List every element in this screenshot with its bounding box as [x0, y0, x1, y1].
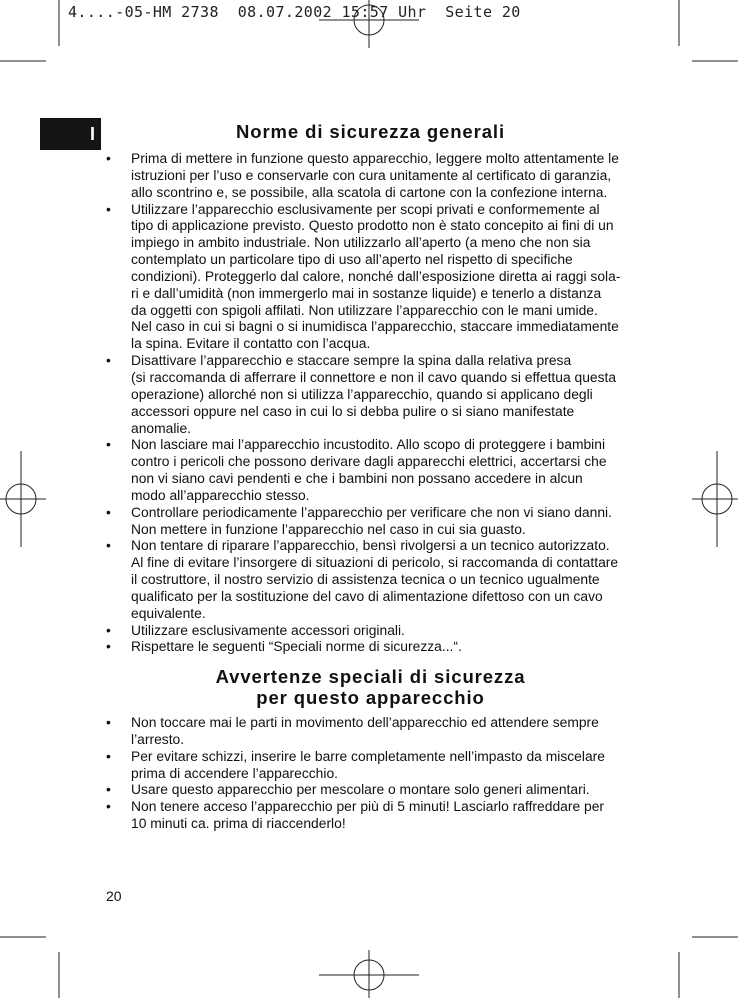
page-number: 20 — [106, 888, 122, 904]
list-item — [106, 504, 634, 538]
list-item-text: • Non toccare mai le parti in movimento dell’apparecchio ed attendere sempre l’arresto. — [131, 714, 599, 747]
registration-mark-right — [692, 451, 738, 547]
section-title-special-warnings — [112, 666, 629, 708]
list-item-text: • Controllare periodicamente l’apparecchio per verificare che non vi siano danni. Non mettere in funzione l’apparecchio nel caso in cui sia guasto. — [131, 503, 612, 537]
list-item-text: • Per evitare schizzi, inserire le barre completamente nell’impasto da miscelare prima di accendere l’apparecchio. — [131, 747, 605, 781]
list-item — [106, 436, 634, 503]
section-title-general-safety — [112, 121, 629, 142]
list-item — [106, 714, 634, 748]
registration-mark-top — [319, 0, 419, 48]
section-title-line-2: per questo apparecchio — [256, 687, 485, 708]
list-item — [106, 748, 634, 782]
list-item — [106, 201, 634, 353]
list-item-text: • Non lasciare mai l’apparecchio incustodito. Allo scopo di proteggere i bambini contro i pericoli che possono derivare dagli apparecchi elettrici, accertarsi che non vi siano cavi pendenti e che i bambini non possano accedere in alcun modo all’apparecchio stesso. — [131, 436, 607, 503]
registration-mark-bottom — [319, 950, 419, 998]
list-item — [106, 537, 634, 621]
section-title-line-1: Avvertenze speciali di sicurezza — [215, 666, 526, 687]
list-item-text: • Non tenere acceso l’apparecchio per più di 5 minuti! Lasciarlo raffreddare per 10 minuti ca. prima di riaccenderlo! — [131, 798, 605, 832]
list-item-text: • Utilizzare l’apparecchio esclusivamente per scopi privati e conformemente al tipo di applicazione previsto. Questo prodotto non è stato concepito ai fini di un impiego in ambito industriale. Non utilizzarlo all’aperto (a meno che non sia contemplato un particolare tipo di uso all’aperto nel rispetto di specifiche condizioni). Proteggerlo dal calore, nonché dall’esposizione diretta ai raggi sola- ri e dall’umidità (non immergerlo mai in sostanze liquide) e tenerlo a distanza da oggetti con spigoli affilati. Non utilizzare l’apparecchio con le mani umide. Nel caso in cui si bagni o si inumidisca l’apparecchio, staccare immediatamente la spina. Evitare il contatto con l’acqua. — [131, 200, 621, 352]
section-title-text: Norme di sicurezza generali — [235, 121, 505, 142]
special-warnings-list — [106, 714, 634, 832]
list-item-text: • Utilizzare esclusivamente accessori originali. — [131, 621, 405, 638]
list-item-text: • Disattivare l’apparecchio e staccare sempre la spina dalla relativa presa (si raccomanda di afferrare il connettore e non il cavo quando si effettua questa operazione) allorché non si utilizza l’apparecchio, quando si applicano degli accessori oppure nel caso in cui lo si debba pulire o si siano manifestate anomalie. — [131, 352, 617, 436]
list-item — [106, 638, 634, 655]
list-item-text: • Prima di mettere in funzione questo apparecchio, leggere molto attentamente le istruzioni per l’uso e conservarle con cura unitamente al certificato di garanzia, allo scontrino e, se possibile, alla scatola di cartone con la confezione interna. — [131, 150, 619, 200]
list-item — [106, 781, 634, 798]
registration-mark-left — [0, 451, 46, 547]
list-item — [106, 150, 634, 201]
list-item-text: • Rispettare le seguenti “Speciali norme di sicurezza...“. — [131, 638, 462, 655]
print-slug-header: 4....-05-HM 2738 08.07.2002 15:57 Uhr Seite 20 — [68, 3, 521, 21]
language-tab: I — [40, 118, 101, 150]
list-item — [106, 622, 634, 639]
general-safety-list — [106, 150, 634, 655]
list-item — [106, 352, 634, 436]
list-item-text: • Non tentare di riparare l’apparecchio, bensì rivolgersi a un tecnico autorizzato. Al fine di evitare l’insorgere di situazioni di pericolo, si raccomanda di contattare il costruttore, il nostro servizio di assistenza tecnica o un tecnico ugualmente qualificato per la sostituzione del cavo di alimentazione difettoso con un cavo equivalente. — [131, 537, 619, 621]
list-item — [106, 798, 634, 832]
list-item-text: • Usare questo apparecchio per mescolare o montare solo generi alimentari. — [131, 781, 590, 798]
